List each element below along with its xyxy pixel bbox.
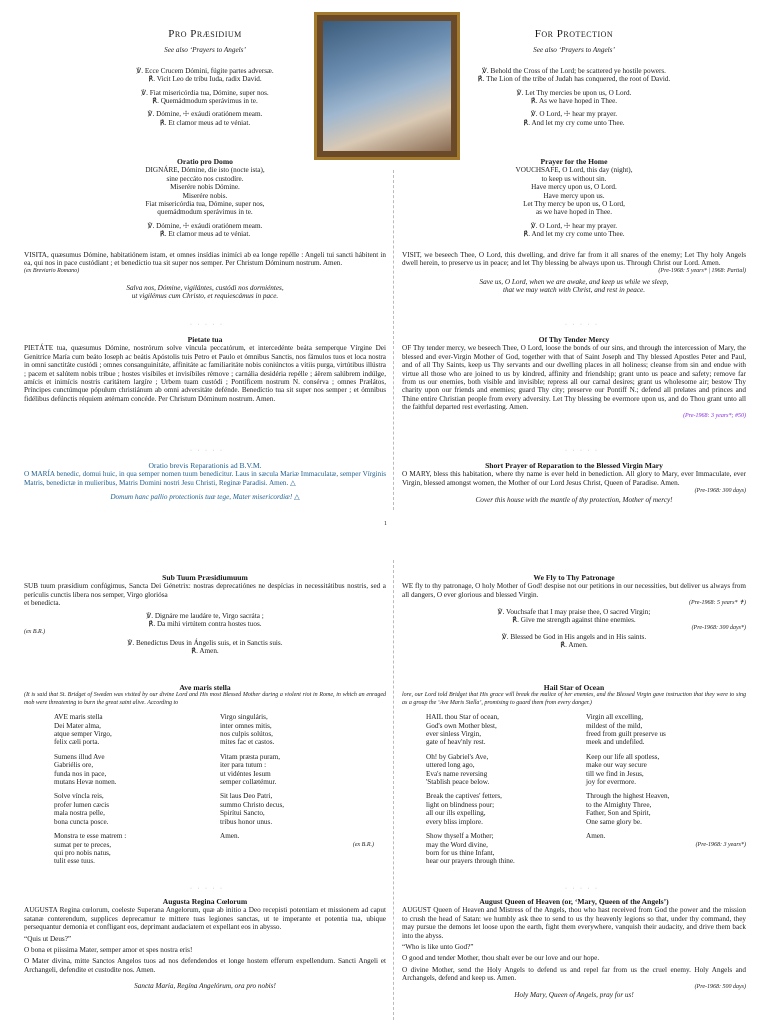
line: Have mercy upon us. <box>543 191 605 200</box>
verse-line: funda nos in pace, <box>54 769 107 778</box>
see-also-latin: See also ‘Prayers to Angels’ <box>164 46 246 55</box>
verse-line: felix cæli porta. <box>54 738 100 747</box>
hymn-stanza <box>220 792 386 826</box>
right-ave-block <box>402 684 746 866</box>
hymn-stanza <box>426 792 586 826</box>
versicle: ℣. O Lord, ☩ hear my prayer. <box>530 110 618 119</box>
right-sub-block <box>402 574 746 650</box>
indulgence-note: (Pre-1968: 3 years*) <box>695 841 746 848</box>
paragraph: O MARÍA benedic, domui huic, in qua semper nomen tuum benedicitur. Laus in sæcula Mariæ Immaculatæ, semper Vírginis Matris, benedictæ in mulieribus, Matris Domini nostri Jesu Christi, Reginæ Paradisi. Amen. △ <box>24 470 386 487</box>
page-title-latin: Pro Præsidium <box>168 28 242 40</box>
verse-line: AVE maris stella <box>54 713 103 722</box>
section-title: August Queen of Heaven (or, ‘Mary, Queen of the Angels’) <box>479 897 669 906</box>
response: ℟. The Lion of the tribe of Judah has conquered, the root of David. <box>477 75 671 84</box>
indulgence-note: (Pre-1968: 300 days*) <box>691 625 746 632</box>
indulgence-note: (Pre-1968: 300 days) <box>694 488 746 495</box>
verse-line: uttered long ago, <box>426 761 475 770</box>
paragraph: AUGUST Queen of Heaven and Mistress of the Angels, thou who hast received from God the power and the mission to crush the head of Satan: we humbly ask thee to send to us thy heavenly legions so that, under thy command, they may pursue the demons let loose upon the earth, fight them everywhere, vanquish their audacity, and drive them back into the abyss. <box>402 906 746 940</box>
verse-line: Show thyself a Mother; <box>426 832 494 841</box>
versicle: ℣. Dómine, ☩ exáudi oratiónem meam. <box>147 110 263 119</box>
paragraph: OF Thy tender mercy, we beseech Thee, O Lord, loose the bonds of our sins, and through the intercession of Mary, the blessed and ever-Virgin Mother of God, together with that of Saint Joseph and Thy blessed Apostles Peter and Paul, and of all Thy Saints, keep us Thy servants and our dwelling places in all holiness; cleanse from sin and endue with virtue all those who are joined to us by kindred, affinity and friendship; grant unto us peace and safety; remove far from us our enemies, both visible and invisible; repress all our carnal desires; grant us wholesome air; bestow Thy charity upon our friends and enemies; guard Thy city; preserve our Pontiff N.; defend all prelates and princes and Thine entire Christian people from every adversity. Let Thy blessing be evermore upon us, and do Thou grant unto all the faithful departed rest everlasting. Amen. <box>402 344 746 412</box>
left-sub-block <box>24 574 386 656</box>
section-title: Ave maris stella <box>179 683 231 692</box>
left-brevis-block <box>24 462 386 502</box>
versicle: ℣. Fiat misericórdia tua, Dómine, super nos. <box>141 88 269 97</box>
hymn-stanza <box>54 753 220 787</box>
line: quemádmodum sperávimus in te. <box>157 208 253 217</box>
versicle: ℣. Dómine, ☩ exáudi oratiónem meam. <box>147 221 263 230</box>
hymn-stanza <box>426 832 586 866</box>
verse-line: joy for evermore. <box>586 778 637 787</box>
verse-line: Through the highest Heaven, <box>586 792 670 801</box>
see-also-english: See also ‘Prayers to Angels’ <box>533 46 615 55</box>
verse-line: mildest of the mild, <box>586 721 643 730</box>
verse-line: ever sinless Virgin, <box>426 730 482 739</box>
section-title: Prayer for the Home <box>540 157 608 166</box>
verse-line: summo Christo decus, <box>220 800 285 809</box>
source-note: (ex B.R.) <box>24 629 46 636</box>
left-protection-block <box>24 30 386 127</box>
section-title: Oratio brevis Reparationis ad B.V.M. <box>148 461 262 470</box>
verse-line: Gabriélis ore, <box>54 761 94 770</box>
verse-line: Eva's name reversing <box>426 769 488 778</box>
verse-line: to the Almighty Three, <box>586 800 652 809</box>
left-augusta-block <box>24 898 386 991</box>
line: Miserére nobis. <box>182 191 228 200</box>
response: ℟. Quemádmodum sperávimus in te. <box>152 97 258 106</box>
line: ut vigilémus cum Christo, et requiescámus in pace. <box>131 292 279 301</box>
verse-line: every bliss implore. <box>426 817 483 826</box>
response: ℟. And let my cry come unto Thee. <box>523 230 625 239</box>
paragraph: O Mater divina, mitte Sanctos Angelos tuos ad nos defendendos et longe hostem efferum expellendum. Sancti Angeli et Archangeli, defendite et custodite nos. Amen. <box>24 957 386 974</box>
line: Cover this house with the mantle of thy protection, Mother of mercy! <box>475 495 673 504</box>
verse-line: Sumens illud Ave <box>54 752 105 761</box>
versicle: ℣. Blessed be God in His angels and in His saints. <box>501 632 647 641</box>
source-note: (ex B.R.) <box>352 841 374 848</box>
line: sine peccáto nos custodíre. <box>166 174 244 183</box>
line: Salva nos, Dómine, vigilántes, custódi nos dormiéntes, <box>126 283 284 292</box>
versicle: ℣. Benedíctus Deus in Ángelis suis, et in Sanctis suis. <box>127 638 283 647</box>
verse-line: Spirítui Sancto, <box>220 809 265 818</box>
verse-line: all our ills expelling, <box>426 809 486 818</box>
line: VOUCHSAFE, O Lord, this day (night), <box>515 166 633 175</box>
line: O good and tender Mother, thou shalt ever be our love and our hope. <box>402 954 600 963</box>
paragraph: O divine Mother, send the Holy Angels to defend us and repel far from us the cruel enemy. Holy Angels and Archangels, defend and keep us. Amen. <box>402 965 746 983</box>
response: ℟. Vicit Leo de tribu Iuda, radix David. <box>148 75 262 84</box>
versicle: ℣. O Lord, ☩ hear my prayer. <box>530 221 618 230</box>
line: “Who is like unto God?” <box>402 943 474 952</box>
indulgence-note: (Pre-1968: 3 years*; #50) <box>683 412 746 419</box>
right-domo-block <box>402 158 746 295</box>
verse-line: make our way secure <box>586 761 647 770</box>
verse-line: bona cuncta posce. <box>54 817 109 826</box>
right-augusta-block <box>402 898 746 999</box>
line: Sancta María, Regína Angelórum, ora pro nobis! <box>134 982 276 991</box>
left-domo-block <box>24 158 386 301</box>
verse-line: Vitam præsta puram, <box>220 752 281 761</box>
verse-line: Dei Mater alma, <box>54 721 101 730</box>
separator: · · · · · <box>190 886 224 892</box>
line: “Quis ut Deus?” <box>24 934 72 943</box>
line: Save us, O Lord, when we are awake, and keep us while we sleep, <box>479 277 669 286</box>
verse-line: hear our prayers through thine. <box>426 857 515 866</box>
response: ℟. Amen. <box>191 647 219 656</box>
verse-line: God's own Mother blest, <box>426 721 497 730</box>
left-pietate-block <box>24 336 386 403</box>
separator: · · · · · <box>190 448 224 454</box>
right-brevis-block <box>402 462 746 504</box>
page-number: 1 <box>384 521 387 527</box>
line: Have mercy upon us, O Lord. <box>531 183 617 192</box>
verse-line: born for us thine Infant, <box>426 848 495 857</box>
hymn-stanza <box>220 713 386 747</box>
response: ℟. Amen. <box>560 641 588 650</box>
line: as we have hoped in Thee. <box>535 208 613 217</box>
verse-line: nos culpis solútos, <box>220 730 273 739</box>
section-title: Pietate tua <box>187 335 223 344</box>
verse-line: semper collætémur. <box>220 778 277 787</box>
hymn-stanza <box>54 792 220 826</box>
verse-line: light on blindness pour; <box>426 800 495 809</box>
hymn-stanza <box>54 832 220 866</box>
hymn-stanza <box>426 713 586 747</box>
verse-line: mala nostra pelle, <box>54 809 105 818</box>
intro-note: (It is said that St. Bridget of Sweden was visited by our divine Lord and His most Blessed Mother during a violent riot in Rome, in which an enraged mob were threatening to burn the great saint alive. According to <box>24 692 386 706</box>
verse-line: inter omnes mitis, <box>220 721 272 730</box>
response: ℟. Give me strength against thine enemies. <box>512 616 636 625</box>
source-note: (ex Breviario Romano) <box>24 268 80 275</box>
verse-line: qui pro nobis natus, <box>54 848 111 857</box>
verse-line: may the Word divine, <box>426 840 488 849</box>
separator: · · · · · <box>565 322 599 328</box>
amen: Amen. <box>220 832 240 841</box>
indulgence-note: (Pre-1968: 500 days) <box>694 983 746 990</box>
verse-line: iter para tutum : <box>220 761 267 770</box>
paragraph: PIETÁTE tua, quæsumus Dómine, nostrórum solve víncula peccatórum, et intercedénte beáta semperque Vírgine Dei Genitríce María cum beáto Ioseph ac beátis Apóstolis tuis Petro et Paulo et ómnibus Sanctis, nos fámulos tuos et loca nostra in omni sanctitáte custódi ; omnes consanguinitáte, affinitáte ac familiaritáte nobis coniúnctos a vítiis purga, virtútibus illústra ; pacem et salútem nobis tríbue ; hostes visíbiles et invisíbiles rémove ; carnália desidéria repélle ; áërem salúbrem indúlge, amícis et inimícis nostris caritátem largíre ; Urbem tuam custódi ; Pontíficem nostrum N. consérva ; omnes Prælátos, Príncipes cunctúmque pópulum christiánum ab omni adversitáte defénde. Benedíctio tua sit super nos semper ; et ómnibus fidélibus defúnctis réquiem ætérnam concéde. Per Christum Dóminum nostrum. Amen. <box>24 344 386 403</box>
verse-line: till we find in Jesus, <box>586 769 644 778</box>
intro-note: lore, our Lord told Bridget that His grace will break the malice of her enemies, and the Blessed Virgin gave instruction that they were to sing as a group the ‘Ave Maris Stella’, promising to guard them from every danger.) <box>402 692 746 706</box>
versicle: ℣. Behold the Cross of the Lord; be scattered ye hostile powers. <box>482 66 666 75</box>
response: ℟. Et clamor meus ad te véniat. <box>159 230 251 239</box>
versicle: ℣. Vouchsafe that I may praise thee, O sacred Virgin; <box>497 607 651 616</box>
paragraph: VISITA, quæsumus Dómine, habitatiónem istam, et omnes insídias inimíci ab ea longe repélle : Angeli tui sancti hábitent in ea, qui nos in pace custódiant ; et benedíctio tua sit super nos semper. Per Christum Dóminum nostrum. Amen. <box>24 250 386 268</box>
line: Holy Mary, Queen of Angels, pray for us! <box>514 991 634 1000</box>
paragraph: O MARY, bless this habitation, where thy name is ever held in benediction. All glory to Mary, ever Immaculate, ever Virgin, blessed amongst women, the Mother of our Lord Jesus Christ, Queen of Paradise. Amen. <box>402 470 746 487</box>
versicle: ℣. Let Thy mercies be upon us, O Lord. <box>516 88 632 97</box>
verse-line: mutans Hevæ nomen. <box>54 778 117 787</box>
verse-line: Break the captives' fetters, <box>426 792 502 801</box>
line: Miserére nobis Dómine. <box>170 183 240 192</box>
verse-line: freed from guilt preserve us <box>586 730 666 739</box>
verse-line: Virgo singuláris, <box>220 713 268 722</box>
indulgence-note: (Pre-1968: 5 years* ✝) <box>689 600 746 607</box>
left-ave-block <box>24 684 386 866</box>
response: ℟. Et clamor meus ad te véniat. <box>159 118 251 127</box>
hymn-stanza <box>586 713 746 747</box>
right-pietate-block <box>402 336 746 420</box>
response: ℟. As we have hoped in Thee. <box>530 97 618 106</box>
section-title: Of Thy Tender Mercy <box>538 335 610 344</box>
paragraph: SUB tuum præsídium confúgimus, Sancta Dei Génetrix: nostras deprecatiónes ne despícias in necessitátibus nostris, sed a perículis cunctis líbera nos semper, Virgo gloriósa <box>24 582 386 599</box>
page-title-english: For Protection <box>534 28 614 40</box>
line: et benedícta. <box>24 599 61 608</box>
line: O bona et piissima Mater, semper amor et spes nostra eris! <box>24 946 193 955</box>
line: Domum hanc pallio protectionis tuæ tege, Mater misericordiæ! △ <box>110 493 300 502</box>
paragraph: VISIT, we beseech Thee, O Lord, this dwelling, and drive far from it all snares of the enemy; Let Thy holy Angels dwell herein, to preserve us in peace; and let Thy blessing be always upon us. Through Christ our Lord. Amen. <box>402 250 746 268</box>
verse-line: Solve víncla reis, <box>54 792 104 801</box>
verse-line: Monstra te esse matrem : <box>54 832 127 841</box>
line: Let Thy mercy be upon us, O Lord, <box>523 200 625 209</box>
line: to keep us without sin. <box>541 174 607 183</box>
verse-line: HAIL thou Star of ocean, <box>426 713 499 722</box>
verse-line: Father, Son and Spirit, <box>586 809 651 818</box>
verse-line: meek and undefiled. <box>586 738 645 747</box>
verse-line: Virgin all excelling, <box>586 713 644 722</box>
indulgence-note: (Pre-1968: 5 years* | 1968: Partial) <box>658 268 746 275</box>
section-title: Sub Tuum Præsidiumuum <box>162 573 248 582</box>
verse-line: tulit esse tuus. <box>54 857 95 866</box>
column-divider <box>393 170 394 510</box>
hymn-stanza <box>220 753 386 787</box>
hymn-stanza <box>586 792 746 826</box>
section-title: We Fly to Thy Patronage <box>533 573 615 582</box>
verse-line: Sit laus Deo Patri, <box>220 792 273 801</box>
line: Fiat misericórdia tua, Dómine, super nos, <box>145 200 265 209</box>
section-title: Oratio pro Domo <box>177 157 233 166</box>
line: DIGNÁRE, Dómine, die isto (nocte ista), <box>145 166 265 175</box>
verse-line: sumat per te preces, <box>54 840 112 849</box>
versicle: ℣. Dignáre me laudáre te, Virgo sacráta ; <box>146 611 264 620</box>
hymn-stanza <box>586 753 746 787</box>
section-title: Hail Star of Ocean <box>543 683 605 692</box>
separator: · · · · · <box>565 448 599 454</box>
response: ℟. Da mihi virtútem contra hostes tuos. <box>148 620 262 629</box>
verse-line: atque semper Virgo, <box>54 730 112 739</box>
verse-line: Keep our life all spotless, <box>586 752 660 761</box>
verse-line: gate of heav'nly rest. <box>426 738 486 747</box>
column-divider <box>393 560 394 1020</box>
verse-line: 'Stablish peace below. <box>426 778 490 787</box>
verse-line: ut vidéntes Iesum <box>220 769 271 778</box>
separator: · · · · · <box>190 322 224 328</box>
separator: · · · · · <box>565 886 599 892</box>
line: that we may watch with Christ, and rest in peace. <box>502 286 646 295</box>
response: ℟. And let my cry come unto Thee. <box>523 118 625 127</box>
hymn-stanza <box>426 753 586 787</box>
paragraph: AUGUSTA Regina cœlorum, coeleste Superana Angelorum, quæ ab initio a Deo recepisti potentiam et missionem ad caput satanæ conterendum, supplices deprecamur te mittere tuas legiones sanctas, ut te imperante et potentia tua, ubique persequantur demonia et confligant eos, deprimant audaciatem et expellant eos in abysso. <box>24 906 386 932</box>
verse-line: profer lumen cæcis <box>54 800 110 809</box>
hymn-stanza <box>54 713 220 747</box>
verse-line: Oh! by Gabriel's Ave, <box>426 752 489 761</box>
section-title: Short Prayer of Reparation to the Blessed Virgin Mary <box>485 461 663 470</box>
paragraph: WE fly to thy patronage, O holy Mother of God! despise not our petitions in our necessities, but deliver us always from all dangers, O ever glorious and blessed Virgin. <box>402 582 746 599</box>
amen: Amen. <box>586 832 606 841</box>
versicle: ℣. Ecce Crucem Dómini, fúgite partes adversæ. <box>136 66 274 75</box>
section-title: Augusta Regina Cœlorum <box>162 897 248 906</box>
right-protection-block <box>402 30 746 127</box>
verse-line: One same glory be. <box>586 817 642 826</box>
verse-line: mites fac et castos. <box>220 738 275 747</box>
verse-line: tribus honor unus. <box>220 817 273 826</box>
